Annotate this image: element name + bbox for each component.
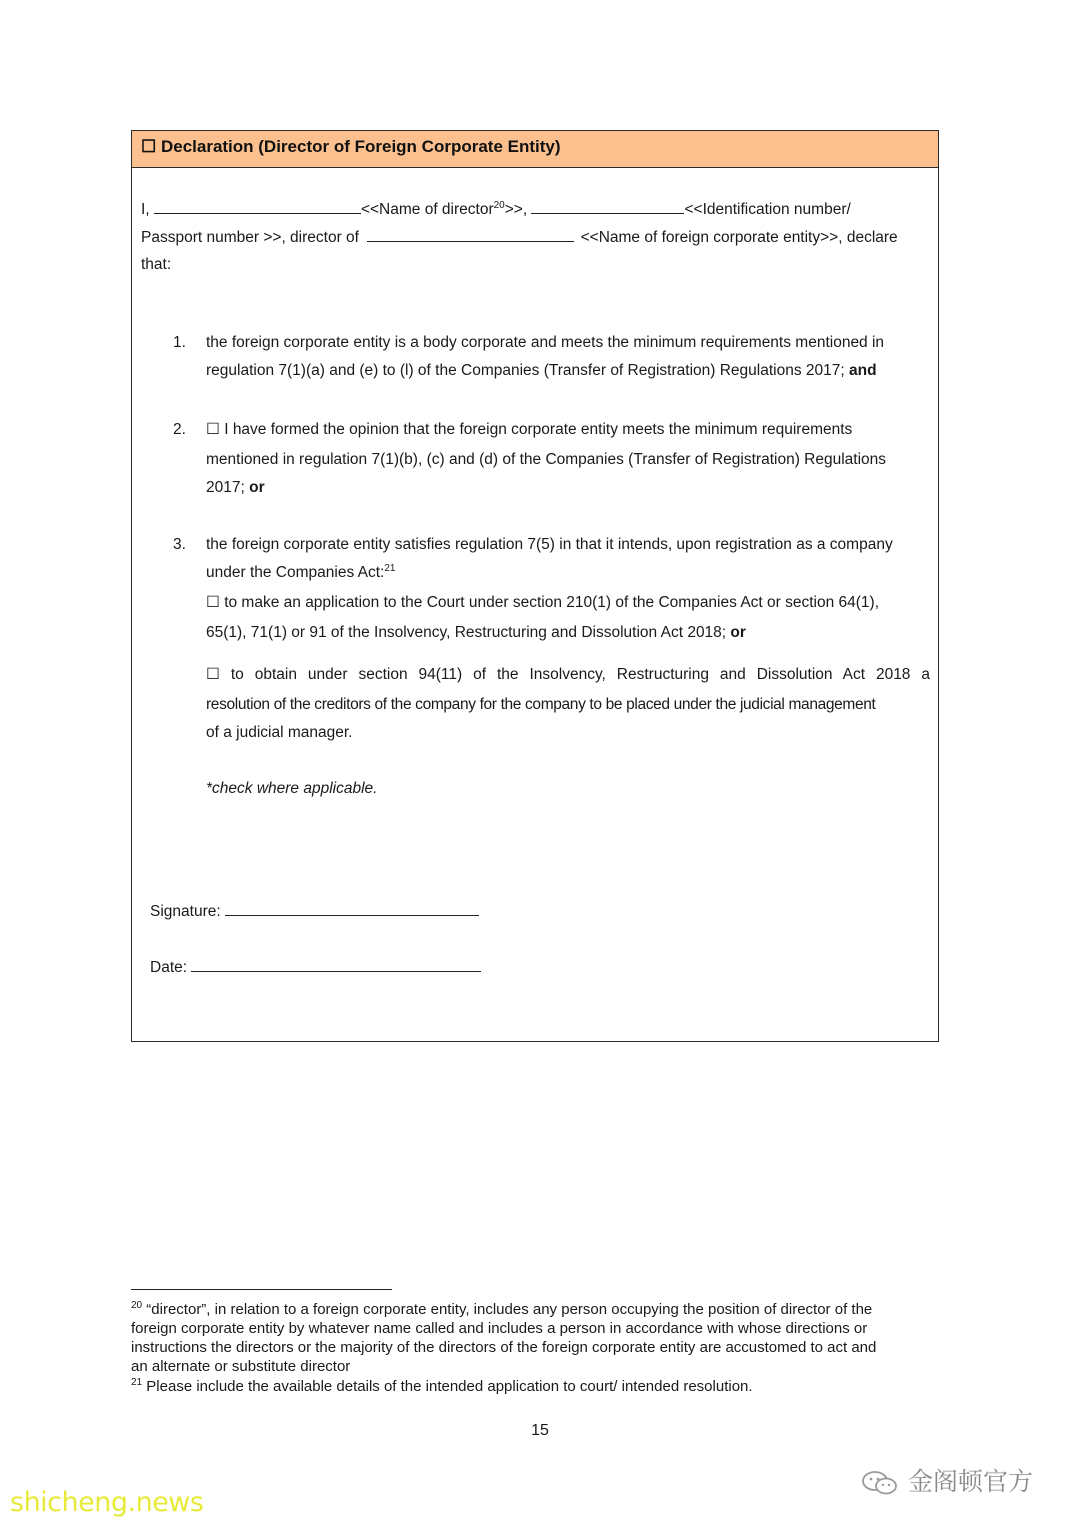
signature-label: Signature:: [150, 903, 221, 920]
item-1-conjunction: and: [849, 362, 877, 379]
date-label: Date:: [150, 959, 188, 976]
signature-field[interactable]: [225, 901, 479, 916]
declaration-title: ☐ Declaration (Director of Foreign Corporate Entity): [132, 131, 938, 168]
director-name-label: <<Name of director: [360, 201, 494, 218]
footnote-ref-20: 20: [493, 199, 505, 211]
wechat-chat-icon: [860, 1469, 900, 1497]
item-3-text: under the Companies Act:: [206, 564, 385, 581]
option-a-checkbox-text: ☐ to make an application to the Court under section 210(1) of the Companies Act or section 64(1),: [206, 594, 880, 611]
item-2-line-1[interactable]: [206, 420, 852, 440]
intro-i: I,: [141, 201, 150, 218]
date-field[interactable]: [191, 957, 481, 972]
signature-row: [150, 901, 479, 922]
wechat-watermark: [860, 1462, 1033, 1498]
footnote-ref-21: 21: [384, 562, 396, 574]
option-b-line-3: of a judicial manager.: [206, 724, 353, 741]
option-a-line-2: [206, 623, 746, 643]
item-3-number: 3.: [173, 536, 186, 553]
intro-that: that:: [141, 256, 172, 273]
footnote-divider: [131, 1289, 392, 1290]
item-1-line-1: the foreign corporate entity is a body corporate and meets the minimum requirements mentioned in: [206, 334, 885, 351]
item-2-line-3: [206, 478, 265, 498]
footnote-20-line-2: foreign corporate entity by whatever name called and includes a person in accordance with whose directions or: [131, 1320, 868, 1337]
item-2-conjunction: or: [249, 479, 265, 496]
foreign-entity-label: <<Name of foreign corporate entity>>, declare: [580, 229, 898, 246]
footnote-20-line-3: instructions the directors or the majority of the directors of the foreign corporate entity are accustomed to act and: [131, 1339, 877, 1356]
item-2-year: 2017;: [206, 479, 245, 496]
site-watermark: shicheng.news: [10, 1487, 204, 1518]
intro-line-1: [141, 199, 851, 220]
page-number: 15: [531, 1422, 549, 1439]
foreign-entity-blank[interactable]: [367, 227, 574, 242]
footnote-20: [131, 1300, 949, 1376]
option-b-line-2: resolution of the creditors of the company for the company to be placed under the judicial management: [206, 696, 876, 713]
item-2-checkbox-text: ☐ I have formed the opinion that the foreign corporate entity meets the minimum requirements: [206, 421, 853, 438]
id-number-label: <<Identification number/: [684, 201, 851, 218]
wechat-account-name: 金阁顿官方: [907, 1467, 1033, 1496]
option-b-line-1[interactable]: [206, 665, 930, 685]
item-2-number: 2.: [173, 421, 186, 438]
option-b-checkbox-text: ☐ to obtain under section 94(11) of the Insolvency, Restructuring and Dissolution Act 2018 a: [206, 666, 930, 683]
director-name-close: >>,: [504, 201, 528, 218]
item-3-line-1: the foreign corporate entity satisfies regulation 7(5) in that it intends, upon registration as a company: [206, 536, 893, 553]
id-number-blank[interactable]: [531, 199, 684, 214]
item-1-text: regulation 7(1)(a) and (e) to (l) of the Companies (Transfer of Registration) Regulations 2017;: [206, 362, 845, 379]
option-a-conjunction: or: [730, 624, 746, 641]
intro-line-2: [141, 227, 898, 248]
option-a-line-1[interactable]: [206, 593, 879, 613]
director-name-blank[interactable]: [154, 199, 361, 214]
footnote-20-line-4: an alternate or substitute director: [131, 1358, 351, 1375]
check-note: *check where applicable.: [206, 780, 378, 797]
item-2-line-2: mentioned in regulation 7(1)(b), (c) and (d) of the Companies (Transfer of Registration) Regulations: [206, 451, 887, 468]
item-3-line-2: [206, 563, 395, 583]
footnote-21-text: Please include the available details of the intended application to court/ intended resolution.: [146, 1378, 753, 1395]
footnote-20-number: 20: [131, 1300, 143, 1311]
footnote-21: [131, 1377, 949, 1396]
passport-label: Passport number >>, director of: [141, 229, 359, 246]
item-1-line-2: [206, 361, 877, 381]
option-a-text: 65(1), 71(1) or 91 of the Insolvency, Restructuring and Dissolution Act 2018;: [206, 624, 727, 641]
footnote-21-number: 21: [131, 1377, 143, 1388]
date-row: [150, 957, 481, 978]
footnote-20-line-1: “director”, in relation to a foreign corporate entity, includes any person occupying the position of director of the: [146, 1301, 873, 1318]
item-1-number: 1.: [173, 334, 186, 351]
